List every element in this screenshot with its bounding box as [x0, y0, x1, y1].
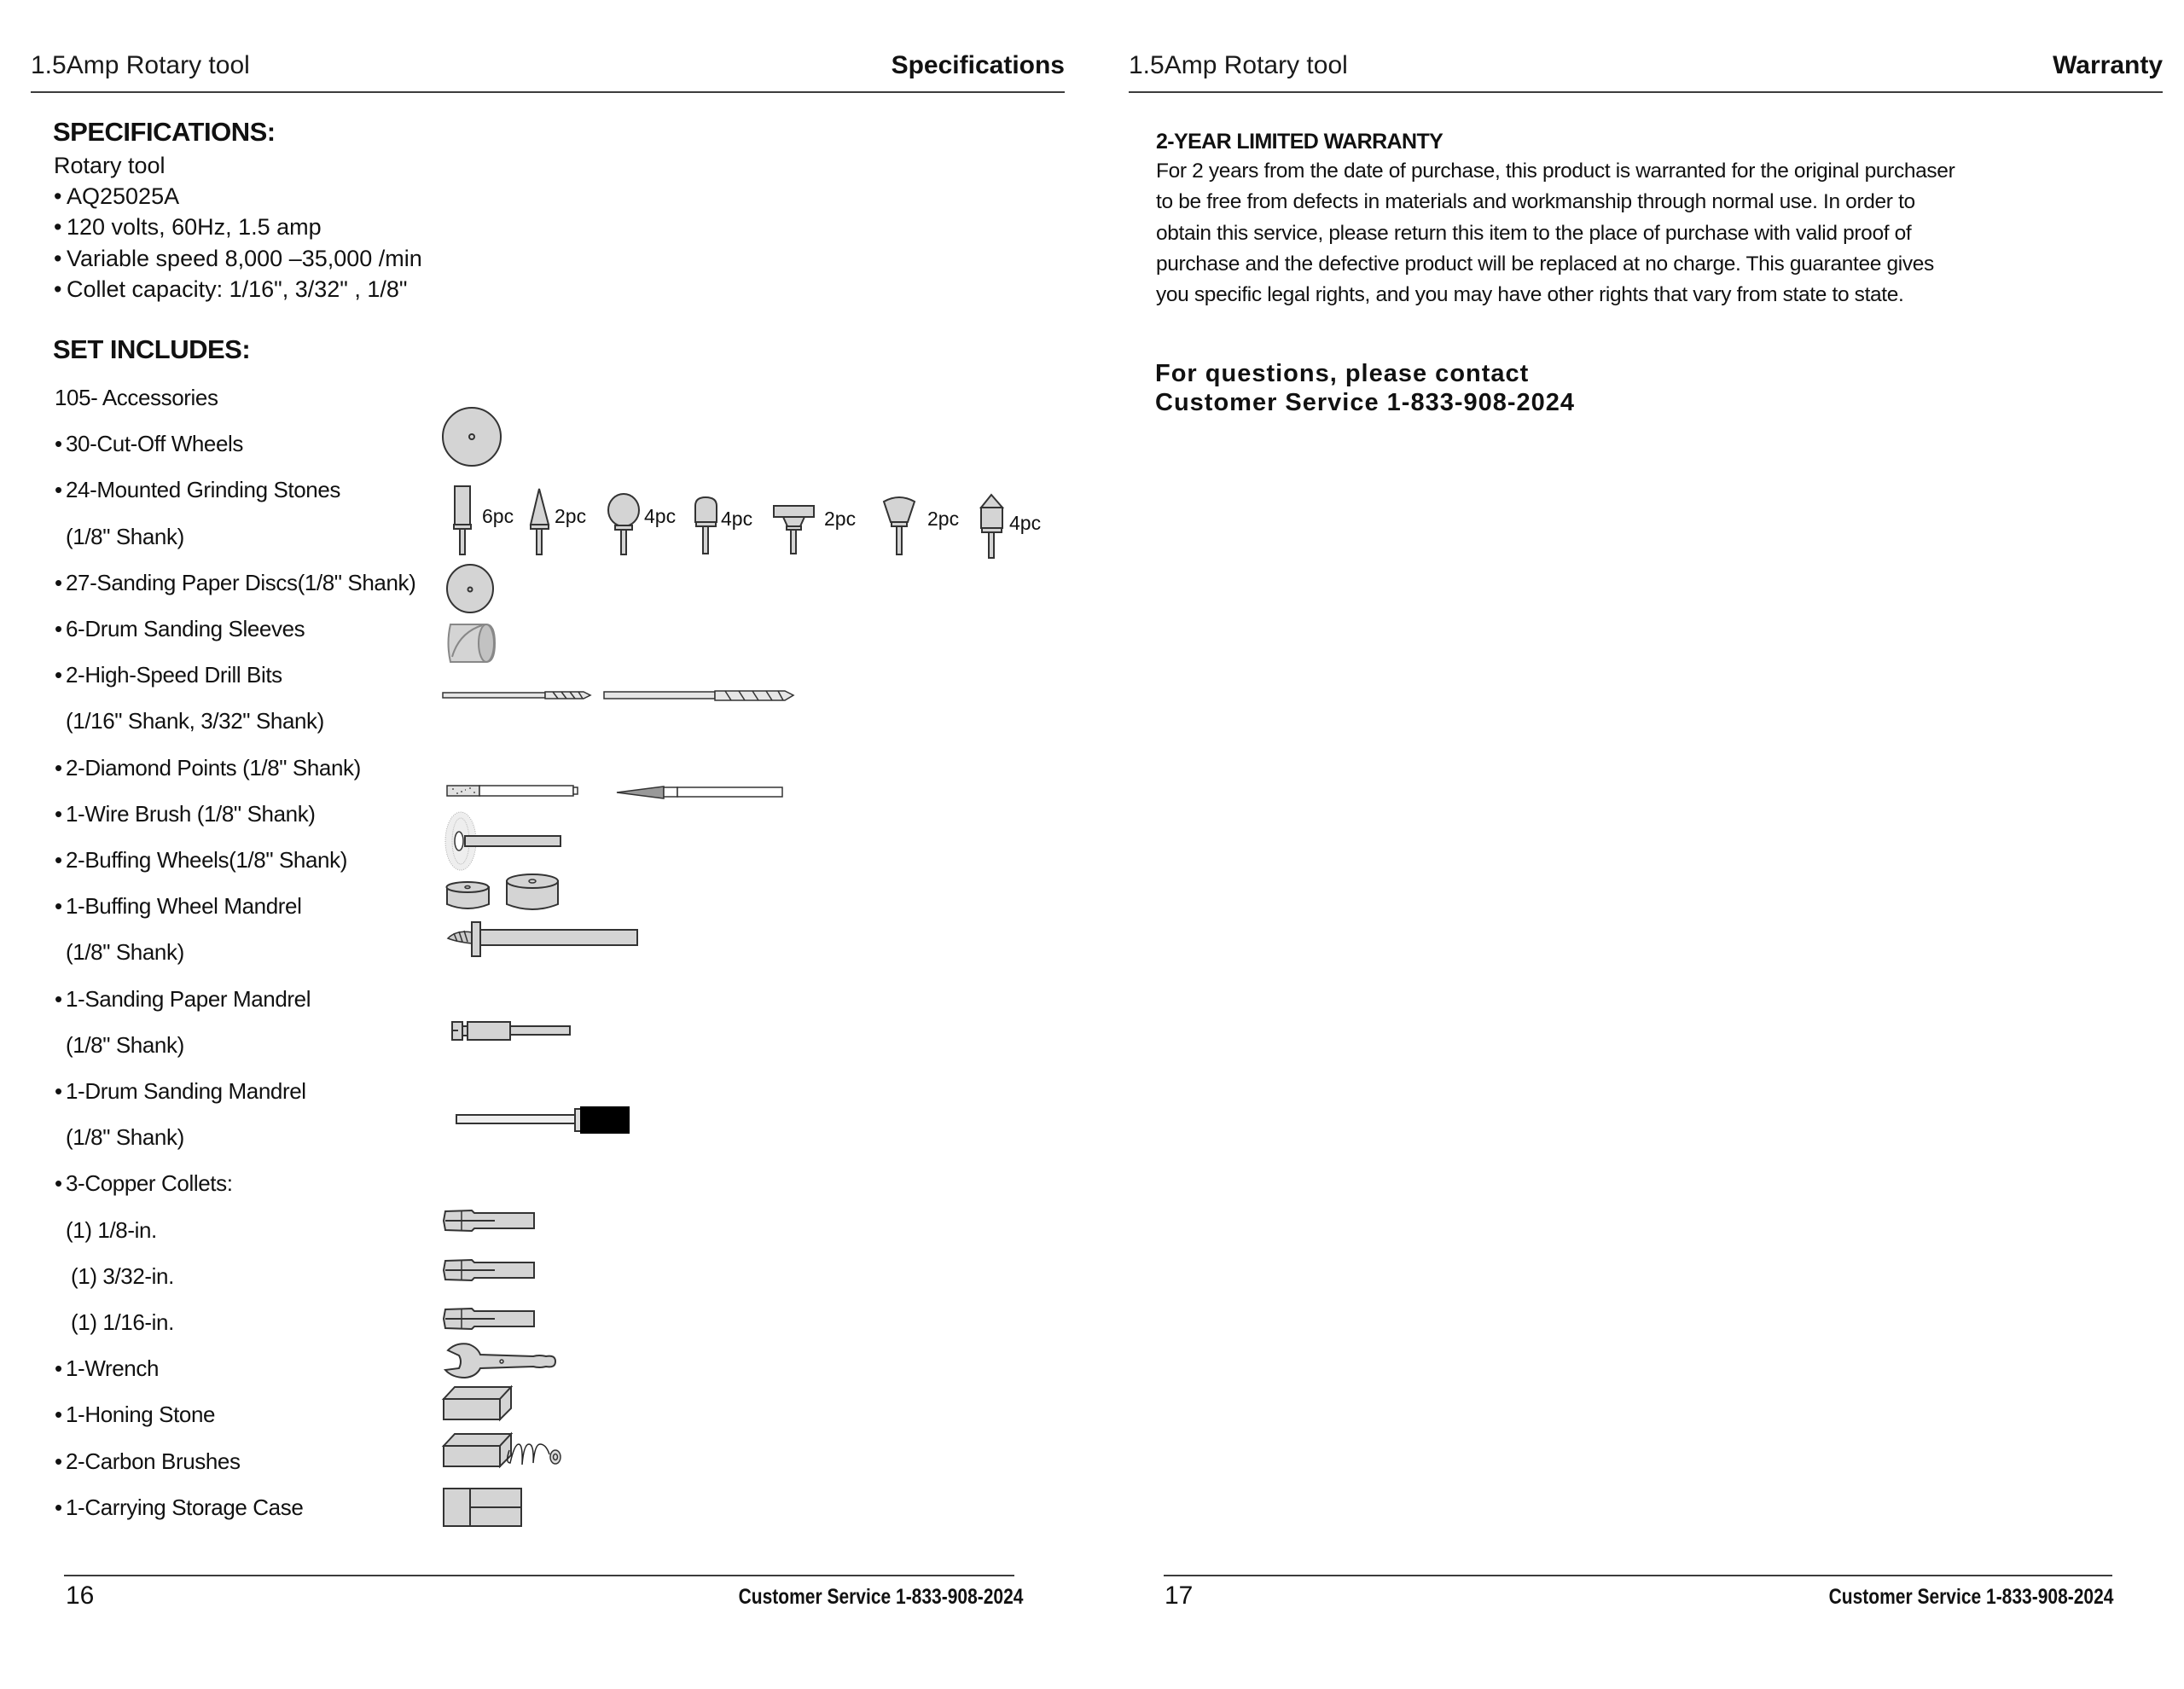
- warranty-line: purchase and the defective product will be replaced at no charge. This guarantee gives: [1156, 252, 1934, 276]
- header-divider: [1129, 91, 2163, 93]
- grinding-stone-pointed-icon: [981, 495, 1002, 558]
- set-list-text: (1) 3/32-in.: [71, 1262, 174, 1289]
- bullet-mark: •: [55, 1170, 62, 1197]
- set-list-text: 1-Sanding Paper Mandrel: [66, 985, 311, 1012]
- set-list-text: 2-High-Speed Drill Bits: [66, 662, 282, 688]
- bullet-mark: •: [54, 183, 62, 209]
- bullet-mark: •: [55, 1402, 62, 1428]
- bullet-mark: •: [55, 985, 62, 1012]
- spec-bullet-text: Collet capacity: 1/16", 3/32" , 1/8": [67, 276, 408, 302]
- header-section-title: Warranty: [2053, 51, 2163, 79]
- carbon-brush-icon: [444, 1434, 561, 1466]
- drum-sanding-mandrel-icon: [456, 1106, 630, 1134]
- buffing-wheel-mandrel-icon: [448, 922, 637, 956]
- stone-count-label: 4pc: [1009, 512, 1042, 534]
- bullet-mark: •: [55, 477, 62, 503]
- set-list-text: 1-Drum Sanding Mandrel: [66, 1078, 306, 1104]
- warranty-line: For 2 years from the date of purchase, this product is warranted for the original purchaser: [1156, 160, 1955, 183]
- honing-stone-icon: [444, 1387, 511, 1419]
- grinding-stone-ball-icon: [608, 494, 639, 554]
- bullet-mark: •: [55, 662, 62, 688]
- set-list-text: (1/8" Shank): [66, 523, 184, 549]
- spec-bullet-text: 120 volts, 60Hz, 1.5 amp: [67, 214, 322, 241]
- bullet-mark: •: [54, 214, 62, 241]
- bullet-mark: •: [55, 800, 62, 827]
- bullet-mark: •: [55, 754, 62, 781]
- drill-bit-small-icon: [443, 692, 590, 699]
- carrying-case-icon: [444, 1489, 521, 1526]
- set-list-text: (1) 1/8-in.: [66, 1216, 157, 1243]
- drum-sanding-sleeve-icon: [449, 624, 496, 662]
- warranty-line: you specific legal rights, and you may have other rights that vary from state to state.: [1156, 283, 1904, 307]
- collet-3-32-icon: [444, 1260, 534, 1280]
- set-list-text: 6-Drum Sanding Sleeves: [66, 616, 305, 641]
- stone-count-label: 2pc: [927, 508, 960, 530]
- grinding-stone-cup-icon: [884, 497, 915, 554]
- page-number: 16: [66, 1582, 95, 1610]
- collet-1-8-icon: [444, 1210, 534, 1231]
- set-list-text: 105- Accessories: [55, 385, 218, 410]
- set-list-text: 2-Carbon Brushes: [66, 1448, 241, 1474]
- bullet-mark: •: [55, 616, 62, 641]
- footer-divider: [1164, 1575, 2112, 1576]
- spec-title: Rotary tool: [54, 153, 166, 178]
- bullet-mark: •: [55, 431, 62, 457]
- buffing-wheel-large-icon: [507, 874, 558, 909]
- set-list-text: 30-Cut-Off Wheels: [66, 431, 244, 457]
- grinding-stone-cylinder-icon: [454, 486, 471, 554]
- bullet-mark: •: [55, 893, 62, 920]
- grinding-stone-wheel-icon: [774, 506, 814, 554]
- wrench-icon: [445, 1344, 555, 1378]
- bullet-mark: •: [55, 1448, 62, 1474]
- stone-count-label: 4pc: [644, 505, 677, 527]
- set-list-text: (1/8" Shank): [66, 1124, 184, 1151]
- set-list-text: 3-Copper Collets:: [66, 1170, 233, 1197]
- sanding-disc-icon: [447, 565, 493, 612]
- header-product-title: 1.5Amp Rotary tool: [1129, 51, 1348, 79]
- contact-line-1: For questions, please contact: [1155, 360, 1530, 387]
- bullet-mark: •: [55, 847, 62, 873]
- set-list-text: 1-Buffing Wheel Mandrel: [66, 893, 302, 920]
- stone-count-label: 2pc: [555, 505, 587, 527]
- bullet-mark: •: [54, 245, 62, 271]
- set-list-text: 2-Buffing Wheels(1/8" Shank): [66, 847, 347, 873]
- specifications-heading: SPECIFICATIONS:: [53, 117, 276, 147]
- accessory-illustrations: [0, 0, 1075, 1561]
- bullet-mark: •: [55, 1355, 62, 1382]
- header-product-title: 1.5Amp Rotary tool: [31, 51, 250, 79]
- collet-1-16-icon: [444, 1309, 534, 1329]
- diamond-point-cylinder-icon: [447, 786, 578, 796]
- bullet-mark: •: [54, 276, 62, 302]
- set-list-text: 1-Carrying Storage Case: [66, 1494, 304, 1520]
- set-list-text: 1-Wrench: [66, 1355, 160, 1382]
- spec-bullet-text: Variable speed 8,000 –35,000 /min: [67, 245, 422, 271]
- contact-line-2: Customer Service 1-833-908-2024: [1155, 389, 1576, 416]
- stone-count-label: 2pc: [824, 508, 857, 530]
- stone-count-label: 4pc: [721, 508, 753, 530]
- set-list-text: (1/16" Shank, 3/32" Shank): [66, 708, 324, 734]
- bullet-mark: •: [55, 1078, 62, 1104]
- set-list-text: 1-Wire Brush (1/8" Shank): [66, 800, 316, 827]
- buffing-wheel-small-icon: [447, 882, 490, 908]
- set-list-text: (1/8" Shank): [66, 939, 184, 966]
- bullet-mark: •: [55, 1494, 62, 1520]
- set-list-text: 27-Sanding Paper Discs(1/8" Shank): [66, 569, 416, 595]
- warranty-heading: 2-YEAR LIMITED WARRANTY: [1156, 130, 1443, 154]
- set-list-text: (1) 1/16-in.: [71, 1309, 174, 1335]
- footer-divider: [64, 1575, 1014, 1576]
- grinding-stone-capsule-icon: [695, 497, 717, 554]
- wire-brush-icon: [445, 812, 561, 870]
- set-list-text: (1/8" Shank): [66, 1031, 184, 1058]
- warranty-line: to be free from defects in materials and workmanship through normal use. In order to: [1156, 190, 1915, 214]
- footer-contact: Customer Service 1-833-908-2024: [1828, 1585, 2113, 1609]
- diamond-point-cone-icon: [617, 786, 782, 798]
- footer-contact: Customer Service 1-833-908-2024: [738, 1585, 1023, 1609]
- warranty-line: obtain this service, please return this item to the place of purchase with valid proof of: [1156, 221, 1912, 245]
- set-list-text: 2-Diamond Points (1/8" Shank): [66, 754, 361, 781]
- spec-bullet-text: AQ25025A: [67, 183, 180, 209]
- bullet-mark: •: [55, 569, 62, 595]
- set-list-text: 1-Honing Stone: [66, 1402, 216, 1428]
- header-section-title: Specifications: [891, 51, 1065, 79]
- drill-bit-large-icon: [604, 691, 793, 700]
- page-number: 17: [1165, 1582, 1194, 1610]
- stone-count-label: 6pc: [482, 505, 514, 527]
- cut-off-wheel-icon: [443, 408, 501, 466]
- set-includes-heading: SET INCLUDES:: [53, 334, 251, 364]
- grinding-stone-cone-icon: [531, 489, 549, 554]
- set-list-text: 24-Mounted Grinding Stones: [66, 477, 341, 503]
- sanding-paper-mandrel-icon: [452, 1022, 570, 1040]
